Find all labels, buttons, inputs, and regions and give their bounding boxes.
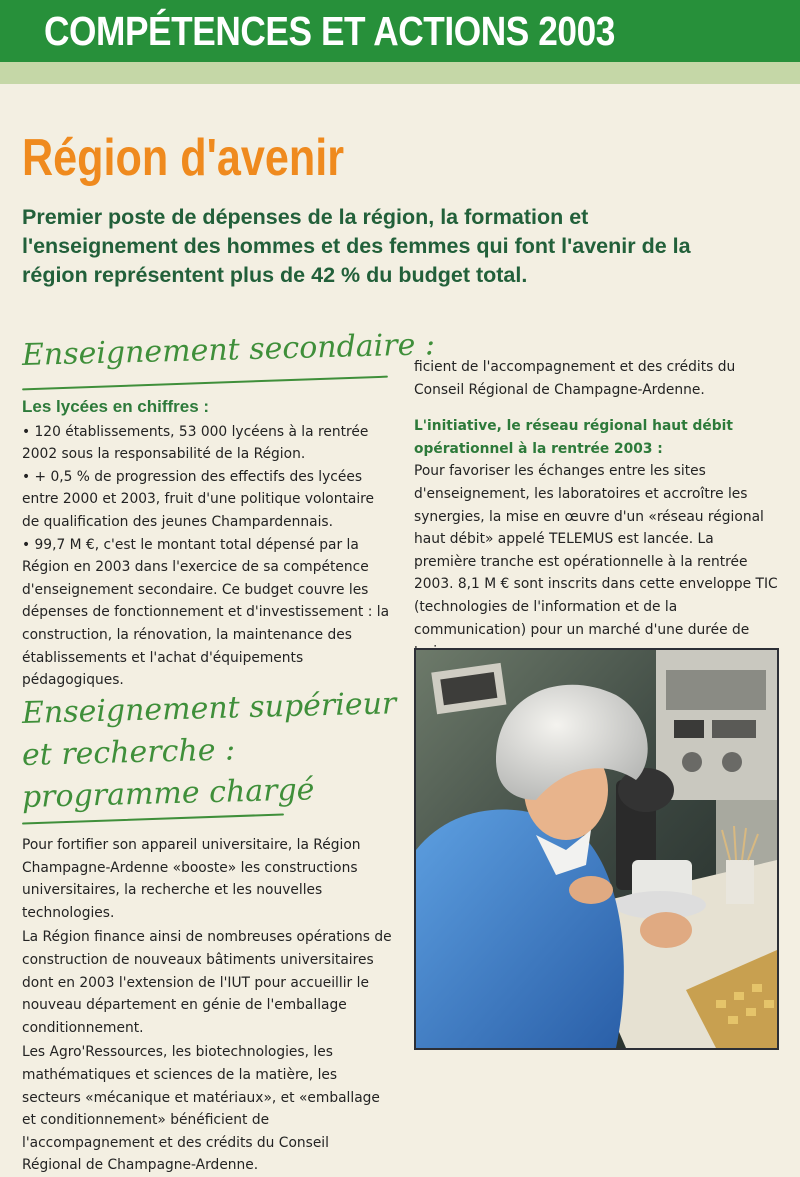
superieur-continuation: ficient de l'accompagnement et des crédits du Conseil Régional de Champagne-Ardenne. (414, 359, 736, 398)
superieur-heading-line-3: programme chargé (21, 772, 315, 815)
superieur-heading (21, 686, 402, 819)
initiative-heading (414, 415, 780, 460)
header-subband (0, 62, 800, 84)
superieur-column (22, 834, 392, 1174)
secondaire-subheading: Les lycées en chiffres : (22, 397, 210, 416)
secondaire-heading-text: Enseignement secondaire : (21, 327, 436, 373)
laboratory-photo-illustration (416, 650, 777, 1048)
secondaire-column (22, 396, 392, 692)
lead-paragraph: Premier poste de dépenses de la région, la formation et l'enseignement des hommes et des femmes qui font l'avenir de la région représentent plus de 42 % du budget total. (22, 205, 691, 287)
section-title: COMPÉTENCES ET ACTIONS 2003 (44, 8, 615, 54)
right-column (414, 356, 780, 664)
initiative-headline: le réseau régional haut débit opérationnel à la rentrée 2003 : (414, 418, 733, 457)
secondaire-bullet-1: • 120 établissements, 53 000 lycéens à la rentrée 2002 sous la responsabilité de la Région. (22, 423, 369, 463)
secondaire-heading (21, 327, 436, 377)
laboratory-photo (414, 648, 779, 1050)
superieur-heading-line-1: Enseignement supérieur (21, 686, 397, 731)
superieur-heading-line-2: et recherche : (21, 732, 236, 773)
secondaire-bullet-2: • + 0,5 % de progression des effectifs des lycées entre 2000 et 2003, fruit d'une politique volontaire de qualification des jeunes Champardennais. (22, 468, 375, 530)
initiative-label: L'initiative, (414, 418, 502, 435)
secondaire-heading-underline (22, 376, 388, 391)
secondaire-bullet-3: • 99,7 M €, c'est le montant total dépensé par la Région en 2003 dans l'exercice de sa compétence d'enseignement secondaire. Ce budget couvre les dépenses de fonctionnement et d'investissement : la construction, la rénovation, la maintenance des établissements et l'achat d'équipements pédagogiques. (22, 536, 390, 689)
superieur-paragraph-2: La Région finance ainsi de nombreuses opérations de construction de nouveaux bâtiments universitaires dont en 2003 l'extension de l'IUT pour accueillir le nouveau département en génie de l'emballage conditionnement. (22, 929, 392, 1036)
superieur-paragraph-1: Pour fortifier son appareil universitaire, la Région Champagne-Ardenne «booste» les constructions universitaires, la recherche et les nouvelles technologies. (22, 837, 361, 921)
page-title: Région d'avenir (22, 129, 345, 187)
initiative-text: Pour favoriser les échanges entre les sites d'enseignement, les laboratoires et accroître les synergies, la mise en œuvre d'un «réseau régional haut débit» appelé TELEMUS est lancée. La première tranche est opérationnelle à la rentrée 2003. 8,1 M € sont inscrits dans cette enveloppe TIC (technologies de l'information et de la communication) pour un marché d'une durée de (414, 463, 778, 638)
superieur-paragraph-3: Les Agro'Ressources, les biotechnologies, les mathématiques et sciences de la matière, les secteurs «mécanique et matériaux», et «emballage et conditionnement» bénéficient de l'accompagnement et des crédits du Conseil Régional de Champagne-Ardenne. (22, 1044, 380, 1174)
